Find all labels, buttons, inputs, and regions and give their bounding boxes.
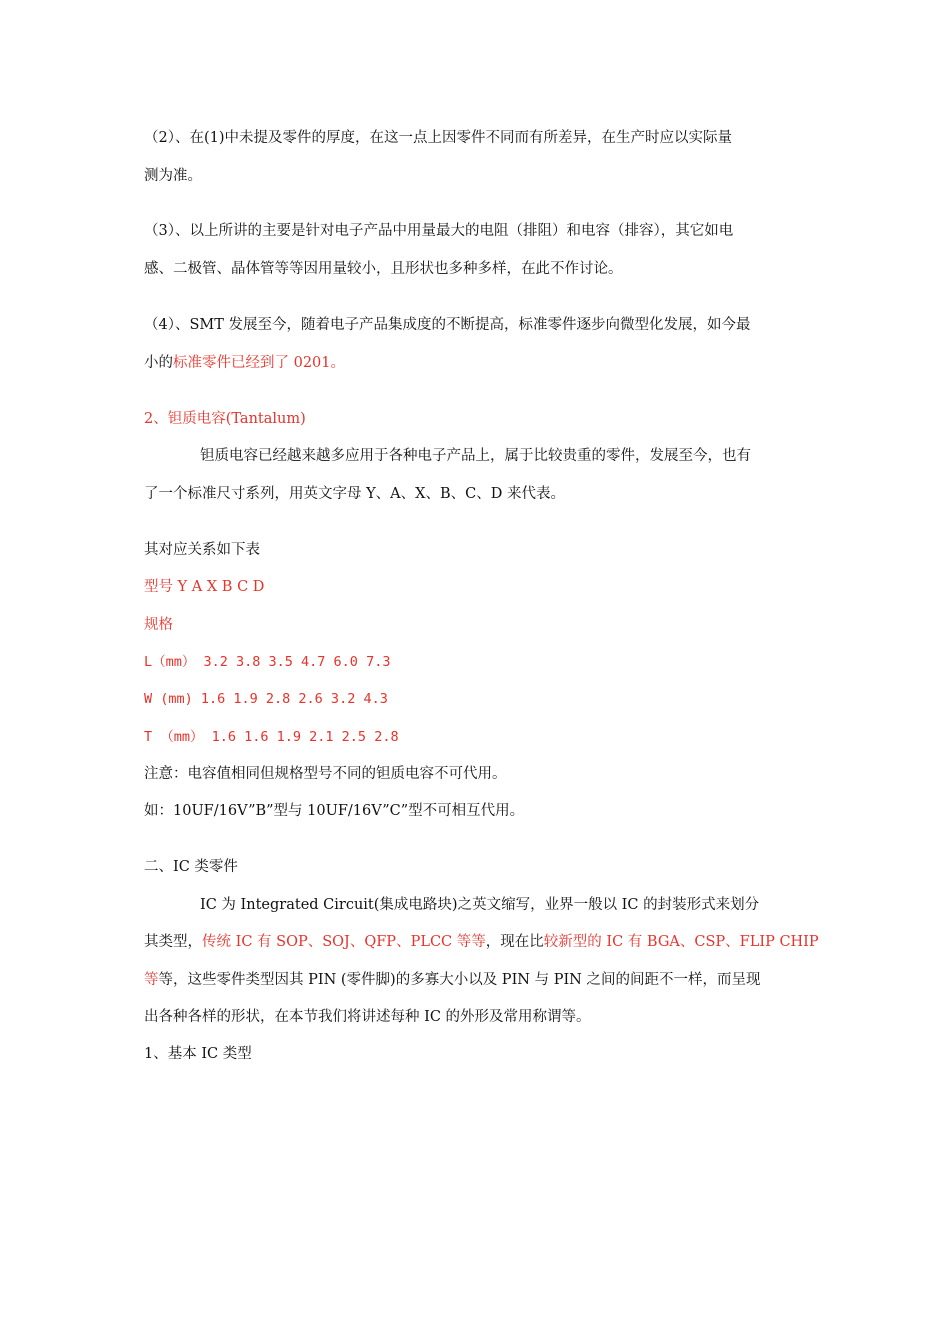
ic-subheading: 1、基本 IC 类型 [144,1046,252,1062]
table-intro: 其对应关系如下表 [144,542,260,558]
tantalum-note: 注意：电容值相同但规格型号不同的钽质电容不可代用。 [144,766,507,782]
tantalum-example: 如：10UF/16V”B”型与 10UF/16V”C”型不可相互代用。 [144,803,525,819]
table-row-model: 型号 Y A X B C D [144,579,265,595]
ic-line-2-text-a: 其类型， [144,934,202,950]
table-row-thickness: T （mm） 1.6 1.6 1.9 2.1 2.5 2.8 [144,729,399,745]
table-row-spec: 规格 [144,617,173,633]
ic-paragraph-line-2 [144,932,819,952]
note-2-line-1: （2）、在(1)中未提及零件的厚度，在这一点上因零件不同而有所差异，在生产时应以实际量 [144,130,733,146]
table-row-width: W (mm) 1.6 1.9 2.8 2.6 3.2 4.3 [144,691,388,707]
tantalum-paragraph-line-1: 钽质电容已经越来越多应用于各种电子产品上，属于比较贵重的零件，发展至今，也有 [200,448,751,464]
ic-line-3-highlight: 等 [144,972,159,988]
ic-traditional-types: 传统 IC 有 SOP、SOJ、QFP、PLCC 等等 [202,934,486,950]
ic-paragraph-line-1: IC 为 Integrated Circuit(集成电路块)之英文缩写，业界一般以 IC 的封装形式来划分 [200,897,760,913]
ic-line-2-text-c: ，现在比 [485,934,544,950]
ic-paragraph-line-4: 出各种各样的形状，在本节我们将讲述每种 IC 的外形及常用称谓等。 [144,1009,591,1025]
note-3-line-2: 感、二极管、晶体管等等因用量较小，且形状也多种多样，在此不作讨论。 [144,261,623,277]
tantalum-heading: 2、钽质电容(Tantalum) [144,411,306,427]
note-4-highlight: 标准零件已经到了 0201。 [173,355,346,371]
tantalum-paragraph-line-2: 了一个标准尺寸系列，用英文字母 Y、A、X、B、C、D 来代表。 [144,486,565,502]
note-4-line-1: （4）、SMT 发展至今，随着电子产品集成度的不断提高，标准零件逐步向微型化发展，如今最 [144,317,751,333]
ic-heading: 二、IC 类零件 [144,859,238,875]
ic-newer-types: 较新型的 IC 有 BGA、CSP、FLIP CHIP [543,934,819,950]
note-4-line-2-text: 小的 [144,355,173,371]
note-2-line-2: 测为准。 [144,168,202,184]
note-4-line-2 [144,353,345,373]
table-row-length: L（mm） 3.2 3.8 3.5 4.7 6.0 7.3 [144,654,391,670]
ic-paragraph-line-3 [144,970,760,990]
note-3-line-1: （3）、以上所讲的主要是针对电子产品中用量最大的电阻（排阻）和电容（排容），其它如电 [144,223,734,239]
ic-line-3-text: 等，这些零件类型因其 PIN (零件脚)的多寡大小以及 PIN 与 PIN 之间的间距不一样，而呈现 [158,972,761,988]
